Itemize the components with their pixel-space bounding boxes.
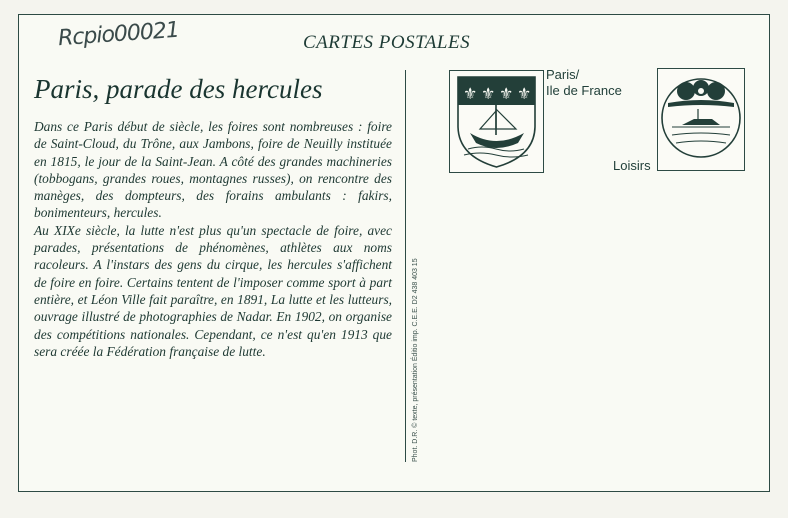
stamp-paris	[449, 70, 544, 173]
postcard-title: Paris, parade des hercules	[34, 74, 323, 104]
stamp-paris-label-line1: Paris/	[546, 67, 580, 82]
stamp-paris-label	[546, 67, 622, 99]
stamp-paris-label-line2: Ile de France	[546, 83, 622, 98]
cartes-postales-header: CARTES POSTALES	[303, 32, 471, 53]
paris-coat-of-arms-icon	[450, 71, 543, 172]
description-paragraph-1: Dans ce Paris début de siècle, les foires sont nombreuses : foire de Saint-Cloud, du Trône, aux Jambons, foire de Neuilly instituée en 1815, le jour de la Saint-Jean. A côté des grandes machineries (tobbogans, grandes roues, montagnes russes), on rencontre des manèges, des dompteurs, des forains ambulants : fakirs, bonimenteurs, hercules.	[34, 119, 392, 221]
postcard-divider	[405, 70, 406, 462]
description-paragraph-2: Au XIXe siècle, la lutte n'est plus qu'un spectacle de foire, avec parades, présentations de phénomènes, athlètes aux noms racoleurs. A l'instars des gens du cirque, les hercules s'affichent de foire en foire. Certains tentent de l'imposer comme sport à part entière, et Léon Ville fait paraître, en 1891, La lutte et les lutteurs, ouvrage illustré de photographies de Nadar. En 1902, on organise des compétitions nationales. Cependant, ce n'est qu'en 1913 que sera créée la Fédération française de lutte.	[34, 222, 392, 359]
svg-text:⚜: ⚜	[517, 86, 532, 103]
photo-credit: Phot. D.R. © texte, présentation Éditio imp. C.E.E. D2 438 403 15	[412, 258, 419, 462]
stamp-loisirs-label: Loisirs	[613, 158, 651, 173]
svg-text:⚜: ⚜	[463, 86, 478, 103]
reference-handwriting: Rcpio00021	[57, 17, 180, 52]
stamp-loisirs	[657, 68, 745, 171]
loisirs-seal-icon	[658, 69, 744, 170]
postcard-description	[34, 118, 392, 360]
svg-text:⚜: ⚜	[481, 86, 496, 103]
svg-text:⚜: ⚜	[499, 86, 514, 103]
